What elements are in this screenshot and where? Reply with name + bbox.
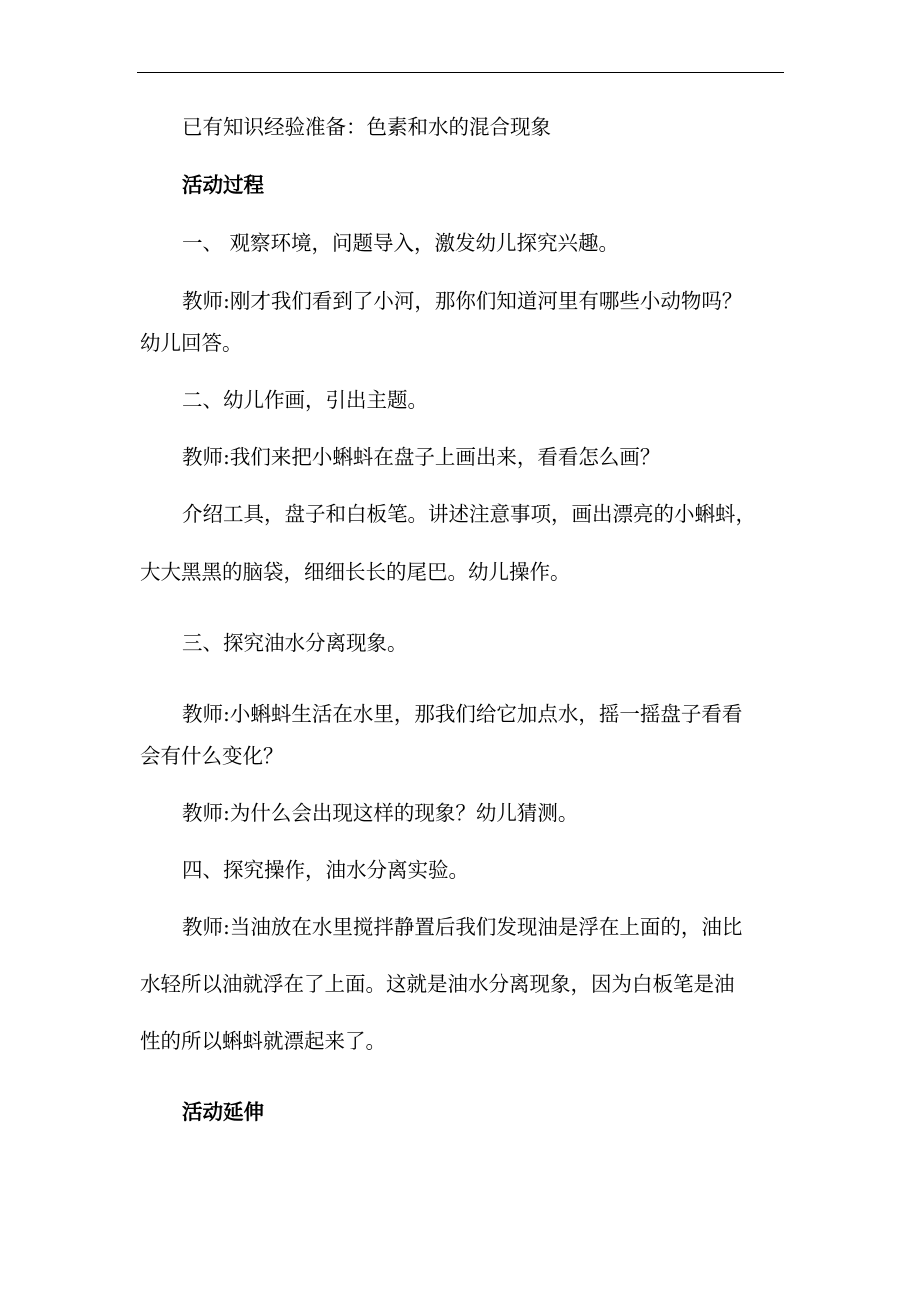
paragraph-line: 介绍工具，盘子和白板笔。讲述注意事项，画出漂亮的小蝌蚪， <box>182 502 756 526</box>
header-rule <box>137 72 784 73</box>
step-four-heading: 四、探究操作，油水分离实验。 <box>182 858 469 882</box>
section-heading-activity-extension: 活动延伸 <box>182 1100 264 1124</box>
section-heading-activity-process: 活动过程 <box>182 173 264 197</box>
prior-knowledge-line: 已有知识经验准备：色素和水的混合现象 <box>182 115 551 139</box>
paragraph-line: 教师:刚才我们看到了小河，那你们知道河里有哪些小动物吗？ <box>182 289 743 313</box>
paragraph-line: 大大黑黑的脑袋，细细长长的尾巴。幼儿操作。 <box>140 560 571 584</box>
paragraph-line: 性的所以蝌蚪就漂起来了。 <box>140 1029 386 1053</box>
step-two-heading: 二、幼儿作画，引出主题。 <box>182 388 428 412</box>
paragraph-line: 水轻所以油就浮在了上面。这就是油水分离现象，因为白板笔是油 <box>140 972 735 996</box>
step-three-heading: 三、探究油水分离现象。 <box>182 631 408 655</box>
paragraph-line: 教师:当油放在水里搅拌静置后我们发现油是浮在上面的，油比 <box>182 915 743 939</box>
paragraph-line: 教师:为什么会出现这样的现象？幼儿猜测。 <box>182 801 579 825</box>
paragraph-line: 幼儿回答。 <box>140 331 243 355</box>
paragraph-line: 教师:小蝌蚪生活在水里，那我们给它加点水，摇一摇盘子看看 <box>182 702 743 726</box>
paragraph-line: 教师:我们来把小蝌蚪在盘子上画出来，看看怎么画？ <box>182 445 661 469</box>
step-one-heading: 一、 观察环境，问题导入，激发幼儿探究兴趣。 <box>182 231 620 255</box>
paragraph-line: 会有什么变化？ <box>140 744 284 768</box>
